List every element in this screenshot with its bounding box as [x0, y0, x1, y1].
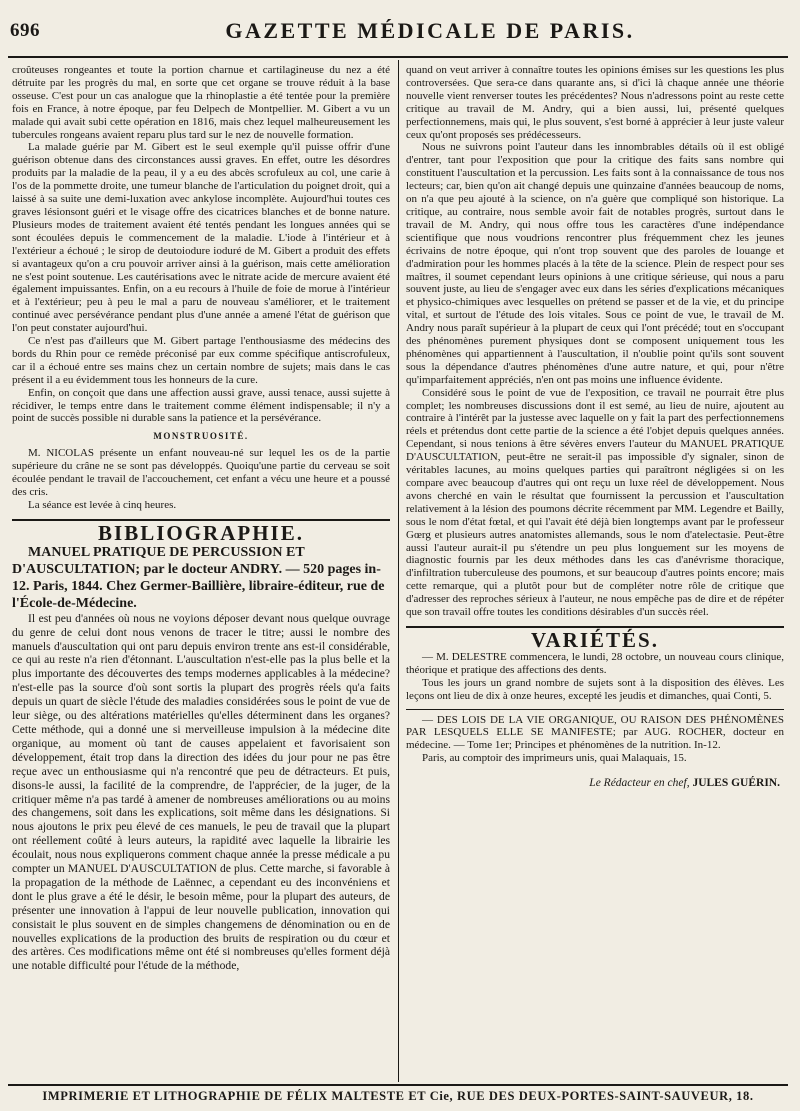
- header-rule: [8, 56, 788, 58]
- varietes-list: [406, 651, 784, 765]
- monstruosite-paragraph: M. NICOLAS présente un enfant nouveau-né sur lequel les os de la partie supérieure du crâne ne se sont pas développés. Quoiqu'une partie du cerveau se soit écoulée pendant le travail de l'accouchement, cet enfant a vécu une heure et a poussé des cris.: [12, 447, 390, 498]
- review-paragraph: quand on veut arriver à connaître toutes les opinions émises sur les questions les plus controversées. Que sera-ce dans quarante ans, si d'ici là chaque année une théorie nouvelle vient renverser toutes les précédentes? Nous n'adressons point au reste cette critique au travail de M. Andry, qui a bien aussi, lui, présenté quelques perfectionnemens, mais qui, le plus souvent, s'est borné à apprécier à leur juste valeur ceux qu'ont proposés ses prédécesseurs.: [406, 64, 784, 141]
- signature-name: JULES GUÉRIN.: [692, 777, 780, 790]
- left-column: [12, 64, 390, 1078]
- seance-paragraph: La séance est levée à cinq heures.: [28, 498, 177, 511]
- editor-signature: [406, 777, 780, 790]
- article-paragraph: Ce n'est pas d'ailleurs que M. Gibert partage l'enthousiasme des médecins des bords du Rhin pour ce remède préconisé par eux comme spécifique antiscrofuleux, car il a échoué entre ses mains chez un certain nombre de sujets; mais dans le cas présent il a eu évidemment tous les honneurs de la cure.: [12, 335, 390, 386]
- review-paragraph: Nous ne suivrons point l'auteur dans les innombrables détails où il est obligé d'entrer, tant pour l'exposition que pour la critique des faits sans nombre qui constituent l'auscultation et la percussion. Les faits sont à la connaissance de tous nos lecteurs; car, bien qu'on ait changé depuis une quinzaine d'années beaucoup de noms, on n'a que peu ajouté à la science, on n'a guère que compliqué son historique. La critique, au contraire, nous semble avoir fait de notables progrès, surtout dans le travail de M. Andry, qui nous offre tous les caractères d'une indépendance scientifique que nous voudrions rencontrer plus fréquemment chez les jeunes écrivains de notre époque, qui n'ont trop souvent que des paroles de louange et d'admiration pour les hommes placés à la tête de la science. Plein de respect pour ses maîtres, il soumet cependant leurs opinions à une critique sérieuse, qui nous a paru souvent juste, au lieu de s'engager avec eux dans les séries d'explications mécaniques et physico-chimiques avec lesquelles on prétend se passer et de la vie, et du principe vital, et surtout de l'étude des lois vitales. Sous ce point de vue, le travail de M. Andry nous paraît supérieur à la plupart de ceux qui l'ont précédé; tout en s'occupant des phénomènes purement physiques dont se composent uniquement tous les phénomènes qui appartiennent à l'auscultation, il n'oublie point qu'ils sont souvent sous la dépendance d'autres phénomènes d'une autre nature, et qui, pour n'être qu'imparfaitement appréciés, n'en ont pas moins une influence évidente.: [406, 141, 784, 386]
- printer-imprint: IMPRIMERIE ET LITHOGRAPHIE DE FÉLIX MALTESTE ET Cie, RUE DES DEUX-PORTES-SAINT-SAUVEUR, 18.: [8, 1084, 788, 1104]
- varietes-item: — DES LOIS DE LA VIE ORGANIQUE, OU RAISON DES PHÉNOMÈNES PAR LESQUELS ELLE SE MANIFESTE; par AUG. ROCHER, docteur en médecine. — Tome 1er; Principes et phénomènes de la nutrition. In-12.: [406, 713, 784, 752]
- review-paragraph: Il est peu d'années où nous ne voyions déposer devant nous quelque ouvrage du genre de celui dont nous venons de tracer le titre; aussi le nombre des manuels d'auscultation qui ont paru depuis environ trente ans est-il considérable, ce qui au reste n'a rien d'étonnant. L'auscultation n'est-elle pas la plus belle et la plus importante des découvertes des temps modernes applicables à la médecine? n'est-elle pas la source d'où sont sortis la plupart des progrès réels qu'a faits depuis un quart de siècle l'étude des maladies considérées sous le point de vue de leur siège, ou des altérations matérielles qu'elles déterminent dans les organes? Cette méthode, qui a donné une si merveilleuse impulsion à la médecine dite organique, au moment où tant de causes appelaient et favorisaient son développement, était trop dans la direction des idées du jour pour ne pas être reçue avec un enthousiasme qui n'a rencontré que peu de détracteurs. Et puis, disons-le aussi, la facilité de la comprendre, de l'apprécier, de la juger, de la critiquer même n'a pas tardé à amener de nombreuses améliorations ou au moins des changemens, soit dans les explications, soit même dans les désignations. Si nous ajoutons le prix peu élevé de ces manuels, le peu de travail que la plupart ont réellement coûté à leurs auteurs, la rapidité avec laquelle la librairie les écoulait, nous nous expliquerons comment chaque année la presse médicale a pu compter un MANUEL D'AUSCULTATION de plus. Cette marche, si favorable à la propagation de la méthode de Laënnec, a cependant eu des inconvéniens et dont le plus grave a été le désir, le besoin même, pour la plupart des auteurs, de présenter une innovation à l'appui de leur nouvelle publication, innovation qui consistait le plus souvent en de simples changemens de dénomination ou en de nouvelles explications de la production des bruits de respiration ou du cœur et des artères. Ces modifications même ont été si nombreuses qu'elles forment déjà une notable difficulté pour l'étude de la méthode,: [12, 611, 390, 973]
- review-paragraph: Considéré sous le point de vue de l'exposition, ce travail ne pourrait être plus complet; les nombreuses discussions dont il est semé, au lieu de nuire, ajoutent au contraire à l'intérêt par la justesse avec laquelle on y fait la part des perfectionnemens réels et prétendus dont cette partie de la science a été l'objet depuis quelques années. Cependant, si nous tenions à être sévères envers l'auteur du MANUEL PRATIQUE D'AUSCULTATION, peut-être ne serait-il pas impossible d'y signaler, sinon de véritables lacunes, au moins quelques parties qui paraîtront négligées si on les compare avec beaucoup d'autres qui ont reçu un luxe réel de développement. Nous avons cherché en vain le résultat que fournissent la percussion et l'auscultation relativement à la lésion des poumons décrite récemment par MM. Legendre et Bailly, sous le nom d'état fœtal, et qui l'avait été déjà bien longtemps avant par le professeur Gœrg et plusieurs autres anatomistes allemands, sous le nom d'atelectasie. Peut-être aussi l'auteur aurait-il pu s'étendre un peu plus longuement sur les moyens de diagnostic fournis par les deux méthodes dans les cas d'anévrisme thoracique, d'infiltration tuberculeuse des poumons, et sur beaucoup d'autres points encore; mais cette remarque, qui a plutôt pour but de compléter notre rôle de critique que d'adresser des reproches sérieux à l'auteur, ne nous empêche pas de dire et de répéter que son travail offre toutes les conditions désirables d'un succès réel.: [406, 386, 784, 619]
- column-divider: [398, 60, 399, 1082]
- masthead-title: GAZETTE MÉDICALE DE PARIS.: [225, 18, 635, 43]
- varietes-item: Paris, au comptoir des imprimeurs unis, quai Malaquais, 15.: [422, 752, 687, 765]
- article-paragraph: La malade guérie par M. Gibert est le seul exemple qu'il puisse offrir d'une guérison obtenue dans des circonstances aussi graves. En effet, outre les désordres produits par la maladie de la peau, il y a eu des abcès scrofuleux au col, une carie à l'os de la pommette droite, une tumeur blanche de l'articulation du poignet droit, qui a laissé à sa suite une demi-luxation avec ankylose incomplète. Aujourd'hui toutes ces graves lésionsont guéri et le visage offre des cicatrices blanches et de bonne nature. Plusieurs modes de traitement avaient été tentés pendant les longues années qui se sont écoulées depuis le commencement de la maladie. L'iode à l'intérieur et à l'extérieur a échoué ; le sirop de deutoiodure ioduré de M. Gibert a produit des effets si avantageux qu'on a cru pouvoir arriver ainsi à la guérison, mais cette amélioration ne s'est point soutenue. Les cautérisations avec le nitrate acide de mercure avaient été également impuissantes. Enfin, on a eu recours à l'huile de foie de morue à l'intérieur et à l'extérieur; peu à peu le mal a paru de nouveau s'améliorer, et le traitement continué avec persévérance pendant plus d'une année a amené l'état de guérison que l'on peut constater aujourd'hui.: [12, 141, 390, 335]
- bibliographie-title: BIBLIOGRAPHIE.: [98, 520, 304, 545]
- varietes-item: Tous les jours un grand nombre de sujets sont à la disposition des élèves. Les leçons ont lieu de dix à onze heures, excepté les jeudis et dimanches, quai Conti, 5.: [406, 676, 784, 702]
- book-title: MANUEL PRATIQUE DE PERCUSSION ET D'AUSCULTATION; par le docteur ANDRY. — 520 pages in-12. Paris, 1844. Chez Germer-Baillière, libraire-éditeur, rue de l'École-de-Médecine.: [12, 544, 385, 611]
- monstruosite-heading: MONSTRUOSITÉ.: [153, 431, 249, 442]
- right-column: [406, 64, 784, 1078]
- item-separator: [406, 709, 784, 710]
- page-number: 696: [10, 20, 40, 41]
- signature-prefix: Le Rédacteur en chef,: [589, 777, 690, 790]
- article-paragraph: Enfin, on conçoit que dans une affection aussi grave, aussi tenace, aussi sujette à récidiver, le temps entre dans le traitement comme élément indispensable; il n'y a point de succès possible ni durable sans la patience et la persévérance.: [12, 386, 390, 425]
- varietes-item: — M. DELESTRE commencera, le lundi, 28 octobre, un nouveau cours clinique, théorique et pratique des affections des dents.: [406, 650, 784, 676]
- article-paragraph: croûteuses rongeantes et toute la portion charnue et cartilagineuse du nez a été détruite par les progrès du mal, en sorte que cet organe se trouve réduit à la base osseuse. C'est pour un cas analogue que la rhinoplastie a été tentée pour la première fois en France, à notre époque, par feu Delpech de Montpellier. M. Gibert a vu un malade qui avait subi cette opération en 1816, mais chez lequel malheureusement les tubercules rongeans avaient reparu plus tard sur le nez de nouvelle formation.: [12, 64, 390, 141]
- varietes-title: VARIÉTÉS.: [531, 627, 659, 652]
